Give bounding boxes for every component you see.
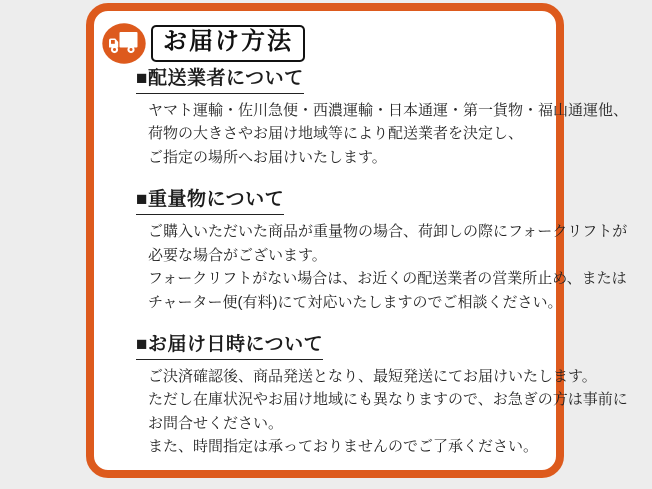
delivery-schedule-body [148,365,628,459]
heading-text: ■重量物について [136,188,284,215]
heading-text: ■配送業者について [136,67,304,94]
shipping-carriers-heading [136,67,546,94]
text-line: 荷物の大きさやお届け地域等により配送業者を決定し、 [148,125,524,143]
text-line: ヤマト運輸・佐川急便・西濃運輸・日本通運・第一貨物・福山通運他、 [148,101,629,119]
heading-text: ■お届け日時について [136,333,323,360]
heavy-items-body [148,220,628,314]
delivery-method-panel [86,3,629,478]
panel-title: お届け方法 [151,25,305,61]
section-shipping-carriers [136,67,629,169]
text-line: チャーター便(有料)にて対応いたしますのでご相談ください。 [148,293,563,311]
text-line: ただし在庫状況やお届け地域にも異なりますので、お急ぎの方は事前に [148,391,628,409]
text-line: お問合せください。 [148,414,284,432]
text-line: ご決済確認後、商品発送となり、最短発送にてお届けいたします。 [148,367,597,385]
section-heavy-items [136,188,628,314]
text-line: ご指定の場所へお届けいたします。 [148,148,387,166]
panel-header [102,23,556,64]
truck-icon [102,23,146,64]
delivery-schedule-heading [136,333,546,360]
heavy-items-heading [136,188,546,215]
shipping-carriers-body [148,99,629,170]
text-line: フォークリフトがない場合は、お近くの配送業者の営業所止め、または [148,270,627,287]
text-line: ご購入いただいた商品が重量物の場合、荷卸しの際にフォークリフトが [148,223,628,240]
text-line: 必要な場合がございます。 [148,246,327,264]
section-delivery-schedule [136,333,628,459]
text-line: また、時間指定は承っておりませんのでご了承ください。 [148,438,539,456]
